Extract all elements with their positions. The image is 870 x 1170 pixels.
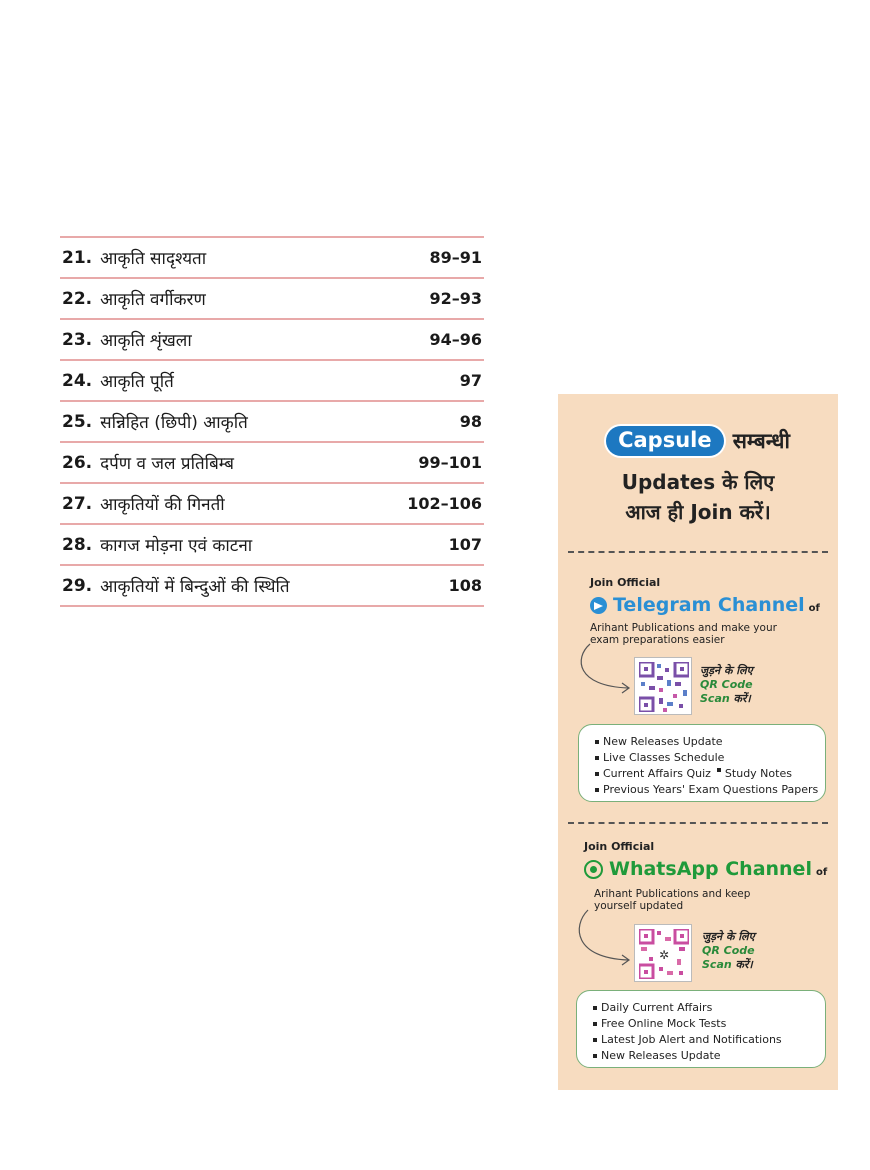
qr-caption-karen: करें। bbox=[735, 958, 753, 971]
whatsapp-channel-link[interactable] bbox=[584, 858, 827, 880]
telegram-features-box bbox=[578, 724, 826, 802]
chapter-number: 28. bbox=[62, 534, 93, 555]
chapter-pages: 99–101 bbox=[418, 453, 482, 472]
whatsapp-channel-name: WhatsApp Channel bbox=[609, 858, 812, 880]
telegram-qr-caption bbox=[700, 664, 753, 706]
telegram-qr-code[interactable] bbox=[634, 657, 692, 715]
whatsapp-desc-line: yourself updated bbox=[594, 900, 684, 912]
qr-caption-scan: Scan bbox=[702, 958, 732, 971]
svg-text:✲: ✲ bbox=[658, 948, 670, 962]
chapter-title: सन्निहित (छिपी) आकृति bbox=[100, 413, 248, 433]
whatsapp-qr-caption bbox=[702, 930, 755, 972]
telegram-icon bbox=[590, 597, 607, 614]
chapter-number: 24. bbox=[62, 370, 93, 391]
curved-arrow-icon bbox=[576, 642, 636, 698]
qr-caption-line: QR Code bbox=[702, 944, 755, 957]
whatsapp-desc-line: Arihant Publications and keep bbox=[594, 888, 751, 900]
chapter-number: 22. bbox=[62, 288, 93, 309]
toc-row[interactable] bbox=[60, 279, 484, 320]
chapter-pages: 107 bbox=[448, 535, 482, 554]
telegram-desc-line: Arihant Publications and make your bbox=[590, 622, 777, 634]
qr-caption-line: जुड़ने के लिए bbox=[700, 664, 753, 677]
feature-item: Latest Job Alert and Notifications bbox=[593, 1032, 817, 1048]
chapter-title: दर्पण व जल प्रतिबिम्ब bbox=[100, 454, 235, 474]
heading-line-2: Updates के लिए bbox=[621, 470, 775, 494]
qr-caption-karen: करें। bbox=[733, 692, 751, 705]
feature-text: Current Affairs Quiz bbox=[603, 767, 711, 780]
toc-row[interactable] bbox=[60, 525, 484, 566]
capsule-badge: Capsule bbox=[606, 426, 724, 456]
chapter-title: आकृतियों में बिन्दुओं की स्थिति bbox=[100, 577, 290, 597]
qr-caption-line: QR Code bbox=[700, 678, 753, 691]
feature-text: Study Notes bbox=[717, 767, 792, 780]
whatsapp-of: of bbox=[815, 866, 828, 878]
feature-item: Daily Current Affairs bbox=[593, 1000, 817, 1016]
chapter-title: आकृति वर्गीकरण bbox=[100, 290, 206, 310]
chapter-number: 26. bbox=[62, 452, 93, 473]
chapter-number: 29. bbox=[62, 575, 93, 596]
chapter-pages: 108 bbox=[448, 576, 482, 595]
qr-pattern-icon bbox=[639, 929, 689, 979]
heading-line-3: आज ही Join करें। bbox=[625, 500, 771, 524]
whatsapp-join-label: Join Official bbox=[584, 840, 655, 853]
chapter-title: आकृतियों की गिनती bbox=[100, 495, 225, 515]
chapter-pages: 94–96 bbox=[429, 330, 482, 349]
toc-row[interactable] bbox=[60, 402, 484, 443]
qr-caption-line: जुड़ने के लिए bbox=[702, 930, 755, 943]
whatsapp-icon bbox=[584, 860, 603, 879]
feature-item: Previous Years' Exam Questions Papers bbox=[595, 782, 817, 798]
telegram-channel-link[interactable] bbox=[590, 594, 820, 616]
whatsapp-qr-code[interactable] bbox=[634, 924, 692, 982]
promo-heading bbox=[558, 426, 838, 456]
chapter-number: 25. bbox=[62, 411, 93, 432]
chapter-pages: 98 bbox=[459, 412, 482, 431]
qr-pattern-icon bbox=[639, 662, 689, 712]
promo-panel bbox=[558, 394, 838, 1090]
toc-row[interactable] bbox=[60, 361, 484, 402]
whatsapp-features-box bbox=[576, 990, 826, 1068]
chapter-pages: 89–91 bbox=[429, 248, 482, 267]
toc-row[interactable] bbox=[60, 484, 484, 525]
telegram-desc-line: exam preparations easier bbox=[590, 634, 725, 646]
chapter-pages: 92–93 bbox=[429, 289, 482, 308]
telegram-of: of bbox=[808, 602, 820, 614]
qr-caption-scan: Scan bbox=[700, 692, 730, 705]
curved-arrow-icon bbox=[574, 908, 636, 970]
chapter-title: आकृति शृंखला bbox=[100, 331, 192, 351]
toc-row[interactable] bbox=[60, 238, 484, 279]
feature-item bbox=[595, 766, 817, 782]
chapter-number: 21. bbox=[62, 247, 93, 268]
chapter-title: आकृति सादृश्यता bbox=[100, 249, 207, 269]
feature-item: New Releases Update bbox=[593, 1048, 817, 1064]
divider bbox=[568, 822, 828, 824]
toc-row[interactable] bbox=[60, 566, 484, 607]
chapter-title: कागज मोड़ना एवं काटना bbox=[100, 536, 253, 556]
heading-hindi: सम्बन्धी bbox=[732, 429, 790, 453]
table-of-contents bbox=[60, 236, 484, 607]
feature-item: Free Online Mock Tests bbox=[593, 1016, 817, 1032]
chapter-number: 23. bbox=[62, 329, 93, 350]
feature-item: New Releases Update bbox=[595, 734, 817, 750]
chapter-pages: 102–106 bbox=[407, 494, 482, 513]
feature-item: Live Classes Schedule bbox=[595, 750, 817, 766]
telegram-join-label: Join Official bbox=[590, 576, 661, 589]
telegram-channel-name: Telegram Channel bbox=[613, 594, 805, 616]
chapter-pages: 97 bbox=[459, 371, 482, 390]
toc-row[interactable] bbox=[60, 443, 484, 484]
toc-row[interactable] bbox=[60, 320, 484, 361]
chapter-title: आकृति पूर्ति bbox=[100, 372, 174, 392]
chapter-number: 27. bbox=[62, 493, 93, 514]
divider bbox=[568, 551, 828, 553]
